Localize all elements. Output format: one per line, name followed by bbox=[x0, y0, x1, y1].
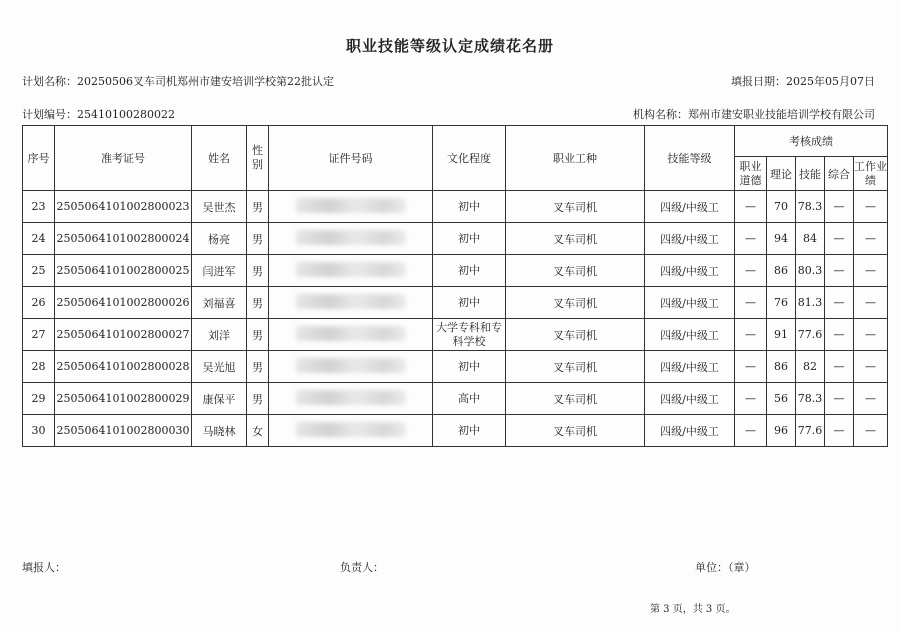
cell-theory: 91 bbox=[767, 319, 796, 351]
table-row bbox=[23, 191, 888, 223]
cell-performance: — bbox=[854, 287, 888, 319]
cell-name: 刘洋 bbox=[192, 319, 247, 351]
cell-performance: — bbox=[854, 223, 888, 255]
redacted-id-blur bbox=[296, 358, 406, 373]
plan-number: 计划编号：25410100280022 bbox=[22, 108, 175, 121]
cell-comprehensive: — bbox=[825, 191, 854, 223]
responsible-label: 负责人： bbox=[340, 561, 384, 574]
cell-gender: 男 bbox=[247, 255, 269, 287]
cell-exam-no: 2505064101002800026 bbox=[55, 287, 192, 319]
cell-ethics: — bbox=[735, 191, 767, 223]
cell-gender: 男 bbox=[247, 287, 269, 319]
cell-gender: 男 bbox=[247, 319, 269, 351]
header-performance: 工作业绩 bbox=[854, 157, 888, 191]
cell-exam-no: 2505064101002800028 bbox=[55, 351, 192, 383]
cell-comprehensive: — bbox=[825, 223, 854, 255]
header-skill: 技能 bbox=[796, 157, 825, 191]
cell-ethics: — bbox=[735, 319, 767, 351]
redacted-id-blur bbox=[296, 262, 406, 277]
cell-seq: 23 bbox=[23, 191, 55, 223]
cell-job: 叉车司机 bbox=[506, 223, 645, 255]
table-row bbox=[23, 351, 888, 383]
cell-name: 康保平 bbox=[192, 383, 247, 415]
cell-name: 闫进军 bbox=[192, 255, 247, 287]
plan-name: 计划名称：20250506叉车司机郑州市建安培训学校第22批认定 bbox=[22, 75, 334, 88]
cell-skill: 82 bbox=[796, 351, 825, 383]
cell-job: 叉车司机 bbox=[506, 351, 645, 383]
cell-gender: 女 bbox=[247, 415, 269, 447]
header-gender: 性别 bbox=[247, 126, 269, 191]
cell-seq: 24 bbox=[23, 223, 55, 255]
cell-name: 吴光旭 bbox=[192, 351, 247, 383]
cell-id-no bbox=[269, 191, 433, 223]
cell-job: 叉车司机 bbox=[506, 415, 645, 447]
cell-gender: 男 bbox=[247, 223, 269, 255]
cell-id-no bbox=[269, 223, 433, 255]
organization-name: 机构名称：郑州市建安职业技能培训学校有限公司 bbox=[633, 108, 875, 121]
cell-exam-no: 2505064101002800025 bbox=[55, 255, 192, 287]
cell-id-no bbox=[269, 351, 433, 383]
cell-theory: 96 bbox=[767, 415, 796, 447]
cell-performance: — bbox=[854, 415, 888, 447]
cell-education: 初中 bbox=[433, 415, 506, 447]
cell-name: 刘福喜 bbox=[192, 287, 247, 319]
table-row bbox=[23, 383, 888, 415]
cell-name: 吴世杰 bbox=[192, 191, 247, 223]
cell-gender: 男 bbox=[247, 191, 269, 223]
cell-performance: — bbox=[854, 191, 888, 223]
cell-theory: 76 bbox=[767, 287, 796, 319]
header-ethics: 职业道德 bbox=[735, 157, 767, 191]
unit-seal-label: 单位：（章） bbox=[695, 561, 756, 574]
cell-job: 叉车司机 bbox=[506, 191, 645, 223]
cell-education: 初中 bbox=[433, 223, 506, 255]
redacted-id-blur bbox=[296, 198, 406, 213]
cell-id-no bbox=[269, 255, 433, 287]
cell-theory: 94 bbox=[767, 223, 796, 255]
header-name: 姓名 bbox=[192, 126, 247, 191]
header-theory: 理论 bbox=[767, 157, 796, 191]
header-job: 职业工种 bbox=[506, 126, 645, 191]
cell-education: 初中 bbox=[433, 191, 506, 223]
cell-level: 四级/中级工 bbox=[645, 287, 735, 319]
fill-date: 填报日期：2025年05月07日 bbox=[731, 75, 875, 88]
cell-education: 大学专科和专科学校 bbox=[433, 319, 506, 351]
redacted-id-blur bbox=[296, 326, 406, 341]
cell-level: 四级/中级工 bbox=[645, 383, 735, 415]
cell-id-no bbox=[269, 383, 433, 415]
cell-skill: 78.3 bbox=[796, 191, 825, 223]
header-comprehensive: 综合 bbox=[825, 157, 854, 191]
header-exam-no: 准考证号 bbox=[55, 126, 192, 191]
cell-level: 四级/中级工 bbox=[645, 319, 735, 351]
cell-comprehensive: — bbox=[825, 415, 854, 447]
cell-level: 四级/中级工 bbox=[645, 191, 735, 223]
cell-id-no bbox=[269, 415, 433, 447]
cell-performance: — bbox=[854, 319, 888, 351]
cell-skill: 81.3 bbox=[796, 287, 825, 319]
cell-level: 四级/中级工 bbox=[645, 351, 735, 383]
cell-exam-no: 2505064101002800030 bbox=[55, 415, 192, 447]
cell-level: 四级/中级工 bbox=[645, 415, 735, 447]
cell-skill: 78.3 bbox=[796, 383, 825, 415]
score-roster-table bbox=[22, 125, 888, 447]
cell-id-no bbox=[269, 319, 433, 351]
cell-seq: 26 bbox=[23, 287, 55, 319]
redacted-id-blur bbox=[296, 230, 406, 245]
cell-seq: 28 bbox=[23, 351, 55, 383]
cell-skill: 77.6 bbox=[796, 415, 825, 447]
table-row bbox=[23, 255, 888, 287]
cell-id-no bbox=[269, 287, 433, 319]
cell-skill: 77.6 bbox=[796, 319, 825, 351]
cell-exam-no: 2505064101002800024 bbox=[55, 223, 192, 255]
cell-performance: — bbox=[854, 255, 888, 287]
cell-performance: — bbox=[854, 351, 888, 383]
cell-gender: 男 bbox=[247, 383, 269, 415]
cell-ethics: — bbox=[735, 255, 767, 287]
cell-ethics: — bbox=[735, 351, 767, 383]
filler-label: 填报人： bbox=[22, 561, 66, 574]
cell-seq: 27 bbox=[23, 319, 55, 351]
cell-gender: 男 bbox=[247, 351, 269, 383]
cell-theory: 70 bbox=[767, 191, 796, 223]
cell-theory: 56 bbox=[767, 383, 796, 415]
cell-seq: 25 bbox=[23, 255, 55, 287]
cell-seq: 29 bbox=[23, 383, 55, 415]
cell-theory: 86 bbox=[767, 351, 796, 383]
cell-ethics: — bbox=[735, 383, 767, 415]
cell-comprehensive: — bbox=[825, 319, 854, 351]
redacted-id-blur bbox=[296, 422, 406, 437]
cell-education: 初中 bbox=[433, 287, 506, 319]
cell-ethics: — bbox=[735, 287, 767, 319]
table-row bbox=[23, 287, 888, 319]
redacted-id-blur bbox=[296, 294, 406, 309]
cell-comprehensive: — bbox=[825, 287, 854, 319]
cell-name: 马晓林 bbox=[192, 415, 247, 447]
header-seq: 序号 bbox=[23, 126, 55, 191]
cell-comprehensive: — bbox=[825, 351, 854, 383]
header-scores-group: 考核成绩 bbox=[735, 126, 888, 157]
cell-job: 叉车司机 bbox=[506, 255, 645, 287]
redacted-id-blur bbox=[296, 390, 406, 405]
cell-ethics: — bbox=[735, 223, 767, 255]
header-id-no: 证件号码 bbox=[269, 126, 433, 191]
cell-comprehensive: — bbox=[825, 255, 854, 287]
cell-ethics: — bbox=[735, 415, 767, 447]
cell-name: 杨亮 bbox=[192, 223, 247, 255]
cell-comprehensive: — bbox=[825, 383, 854, 415]
cell-skill: 84 bbox=[796, 223, 825, 255]
cell-education: 高中 bbox=[433, 383, 506, 415]
page-title: 职业技能等级认定成绩花名册 bbox=[345, 37, 554, 55]
cell-seq: 30 bbox=[23, 415, 55, 447]
cell-education: 初中 bbox=[433, 351, 506, 383]
cell-exam-no: 2505064101002800027 bbox=[55, 319, 192, 351]
cell-level: 四级/中级工 bbox=[645, 255, 735, 287]
cell-exam-no: 2505064101002800029 bbox=[55, 383, 192, 415]
cell-skill: 80.3 bbox=[796, 255, 825, 287]
header-level: 技能等级 bbox=[645, 126, 735, 191]
cell-education: 初中 bbox=[433, 255, 506, 287]
cell-job: 叉车司机 bbox=[506, 383, 645, 415]
cell-theory: 86 bbox=[767, 255, 796, 287]
header-education: 文化程度 bbox=[433, 126, 506, 191]
table-row bbox=[23, 319, 888, 351]
cell-job: 叉车司机 bbox=[506, 319, 645, 351]
cell-performance: — bbox=[854, 383, 888, 415]
cell-job: 叉车司机 bbox=[506, 287, 645, 319]
cell-level: 四级/中级工 bbox=[645, 223, 735, 255]
table-row bbox=[23, 415, 888, 447]
cell-exam-no: 2505064101002800023 bbox=[55, 191, 192, 223]
table-row bbox=[23, 223, 888, 255]
page-indicator: 第 3 页，共 3 页。 bbox=[650, 604, 736, 615]
